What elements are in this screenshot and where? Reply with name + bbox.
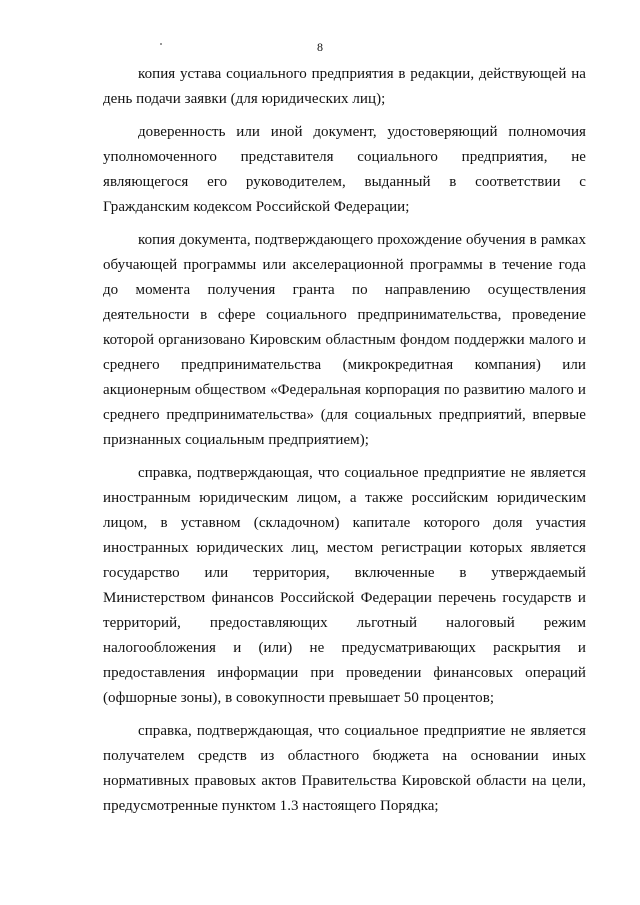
page-number: 8 xyxy=(317,40,323,54)
paragraph-charter-copy: копия устава социального предприятия в редакции, действующей на день подачи заявки (для юридических лиц); xyxy=(103,66,586,107)
document-body xyxy=(103,62,586,827)
paragraph-budget-funds-certificate: справка, подтверждающая, что социальное предприятие не является получателем средств из областного бюджета на основании иных нормативных правовых актов Правительства Кировской области на цели, предусмотренные пунктом 1.3 настоящего Порядка; xyxy=(103,723,586,814)
paragraph-training-document: копия документа, подтверждающего прохождение обучения в рамках обучающей программы или акселерационной программы в течение года до момента получения гранта по направлению осуществления деятельности в сфере социального предпринимательства, проведение которой организовано Кировским областным фондом поддержки малого и среднего предпринимательства (микрокредитная компания) или акционерным обществом «Федеральная корпорация по развитию малого и среднего предпринимательства» (для социальных предприятий, впервые признанных социальным предприятием); xyxy=(103,232,586,448)
paragraph-foreign-entity-certificate: справка, подтверждающая, что социальное предприятие не является иностранным юридическим лицом, а также российским юридическим лицом, в уставном (складочном) капитале которого доля участия иностранных юридических лиц, местом регистрации которых является государство или территория, включенные в утверждаемый Министерством финансов Российской Федерации перечень государств и территорий, предоставляющих льготный налоговый режим налогообложения и (или) не предусматривающих раскрытия и предоставления информации при проведении финансовых операций (офшорные зоны), в совокупности превышает 50 процентов; xyxy=(103,465,586,706)
paragraph-power-of-attorney: доверенность или иной документ, удостоверяющий полномочия уполномоченного представителя социального предприятия, не являющегося его руководителем, выданный в соответствии с Гражданским кодексом Российской Федерации; xyxy=(103,124,586,215)
